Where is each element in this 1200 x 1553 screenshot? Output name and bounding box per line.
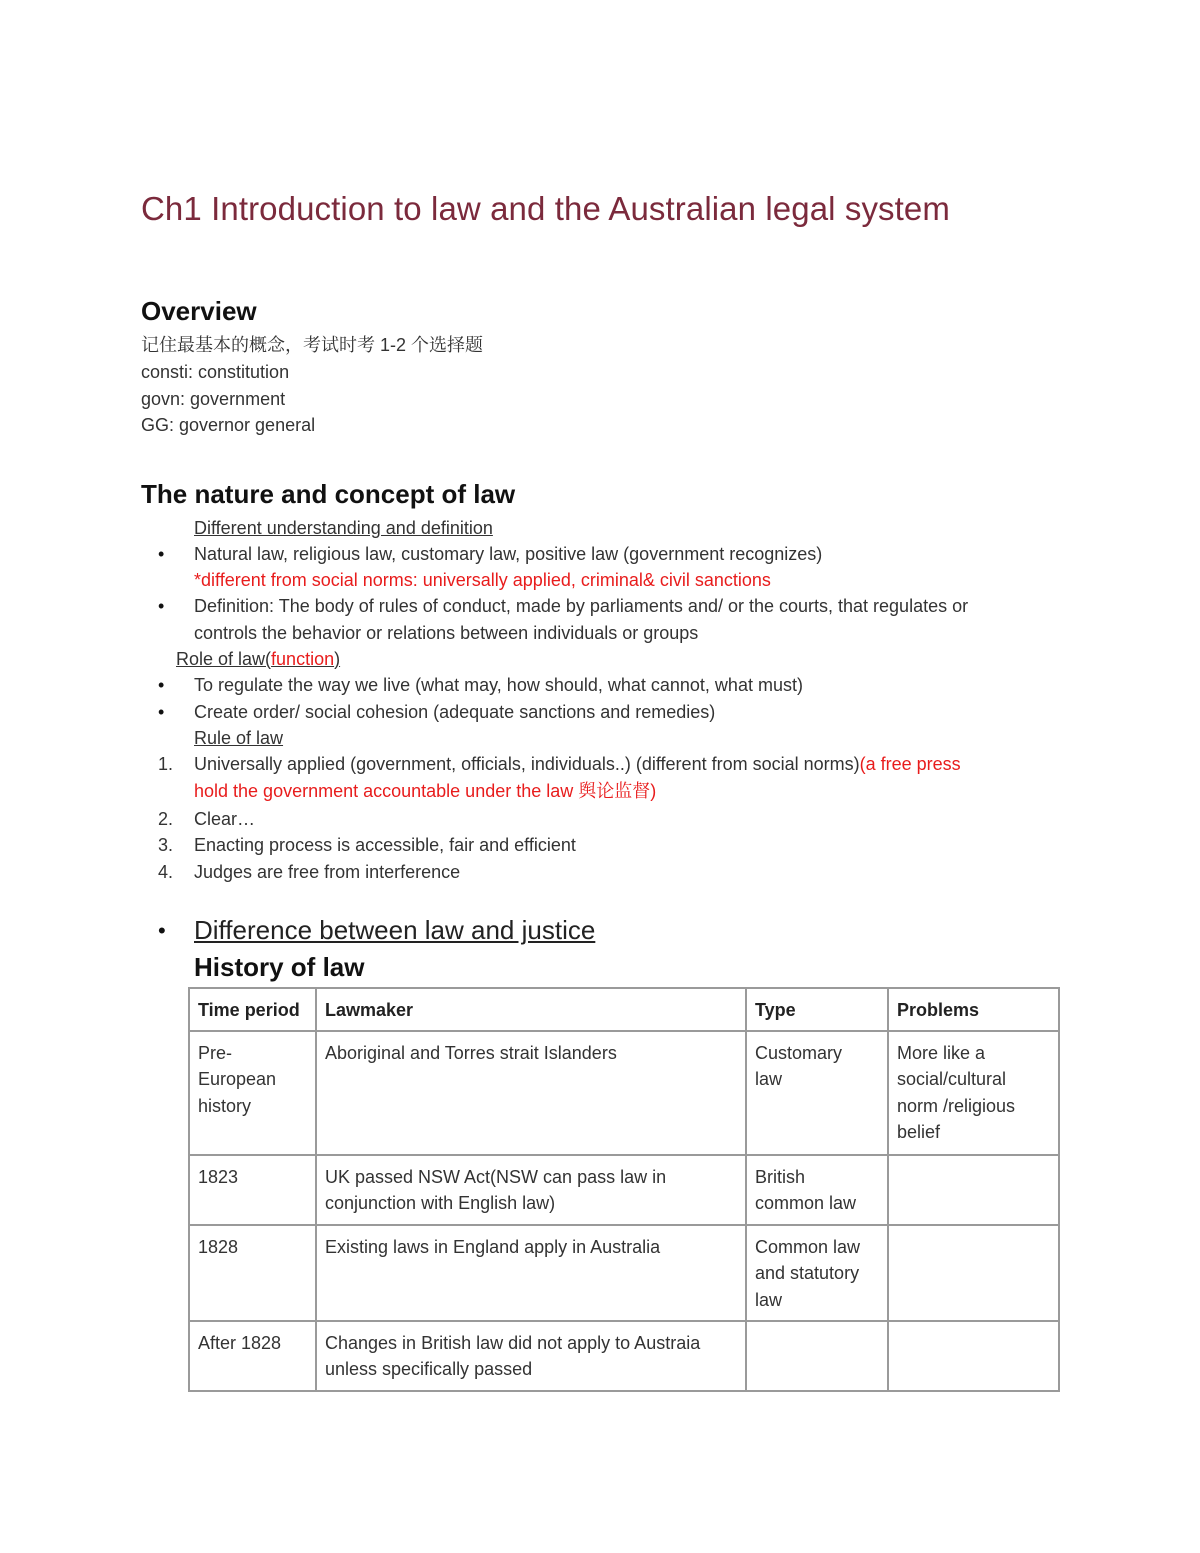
column-header: Problems: [888, 988, 1059, 1031]
list-item: Judges are free from interference: [194, 862, 461, 882]
lawmaker-cell: Aboriginal and Torres strait Islanders: [316, 1031, 746, 1155]
bullet-marker: •: [158, 918, 166, 943]
type-cell: British common law: [746, 1155, 888, 1225]
bullet-text: controls the behavior or relations between individuals or groups: [194, 623, 699, 643]
list-item: Enacting process is accessible, fair and efficient: [194, 835, 576, 855]
bullet-marker: •: [158, 544, 165, 564]
bullet-text: To regulate the way we live (what may, how should, what cannot, what must): [194, 675, 803, 695]
list-item-note: (a free press: [859, 754, 961, 774]
list-item-note: hold the government accountable under the law 舆论监督): [194, 781, 657, 801]
overview-heading: Overview: [141, 296, 257, 326]
list-item: Clear…: [194, 809, 256, 829]
overview-line: consti: constitution: [141, 362, 290, 382]
history-heading: History of law: [194, 952, 365, 982]
table-row: [189, 1155, 1059, 1225]
problems-cell: [888, 1155, 1059, 1225]
problems-cell: More like a social/cultural norm /religious belief: [888, 1031, 1059, 1155]
list-item: Universally applied (government, officials, individuals..) (different from social norms)(a free press: [194, 754, 961, 774]
list-number: 1.: [158, 754, 174, 774]
history-table: [188, 987, 1060, 1392]
column-header: Time period: [189, 988, 316, 1031]
period-cell: Pre- European history: [189, 1031, 316, 1155]
bullet-marker: •: [158, 596, 165, 616]
type-cell: [746, 1321, 888, 1391]
role-function-text: function: [271, 649, 335, 669]
difference-heading: Difference between law and justice: [194, 915, 596, 945]
overview-line: GG: governor general: [141, 415, 316, 435]
lawmaker-cell: Changes in British law did not apply to Austraia unless specifically passed: [316, 1321, 746, 1391]
type-cell: Common law and statutory law: [746, 1225, 888, 1321]
bullet-marker: •: [158, 675, 165, 695]
problems-cell: [888, 1321, 1059, 1391]
period-cell: 1828: [189, 1225, 316, 1321]
table-row: [189, 1225, 1059, 1321]
list-number: 2.: [158, 809, 174, 829]
lawmaker-cell: UK passed NSW Act(NSW can pass law in conjunction with English law): [316, 1155, 746, 1225]
column-header: Lawmaker: [316, 988, 746, 1031]
bullet-marker: •: [158, 702, 165, 722]
bullet-text: Definition: The body of rules of conduct, made by parliaments and/ or the courts, that regulates or: [194, 596, 969, 616]
period-cell: 1823: [189, 1155, 316, 1225]
problems-cell: [888, 1225, 1059, 1321]
nature-heading: The nature and concept of law: [141, 479, 516, 509]
table-row: [189, 1321, 1059, 1391]
bullet-text: Create order/ social cohesion (adequate sanctions and remedies): [194, 702, 716, 722]
document-title: Ch1 Introduction to law and the Australian legal system: [141, 190, 950, 227]
type-cell: Customary law: [746, 1031, 888, 1155]
definition-subheading: Different understanding and definition: [194, 518, 493, 538]
column-header: Type: [746, 988, 888, 1031]
bullet-text: Natural law, religious law, customary law, positive law (government recognizes): [194, 544, 823, 564]
overview-line: 记住最基本的概念，考试时考 1-2 个选择题: [141, 335, 484, 355]
list-number: 3.: [158, 835, 174, 855]
period-cell: After 1828: [189, 1321, 316, 1391]
bullet-note: *different from social norms: universally applied, criminal& civil sanctions: [194, 570, 771, 590]
table-header-row: [189, 988, 1059, 1031]
overview-line: govn: government: [141, 389, 286, 409]
rule-subheading: Rule of law: [194, 728, 284, 748]
list-number: 4.: [158, 862, 174, 882]
lawmaker-cell: Existing laws in England apply in Australia: [316, 1225, 746, 1321]
role-subheading: Role of law(function): [176, 649, 341, 669]
table-row: [189, 1031, 1059, 1155]
